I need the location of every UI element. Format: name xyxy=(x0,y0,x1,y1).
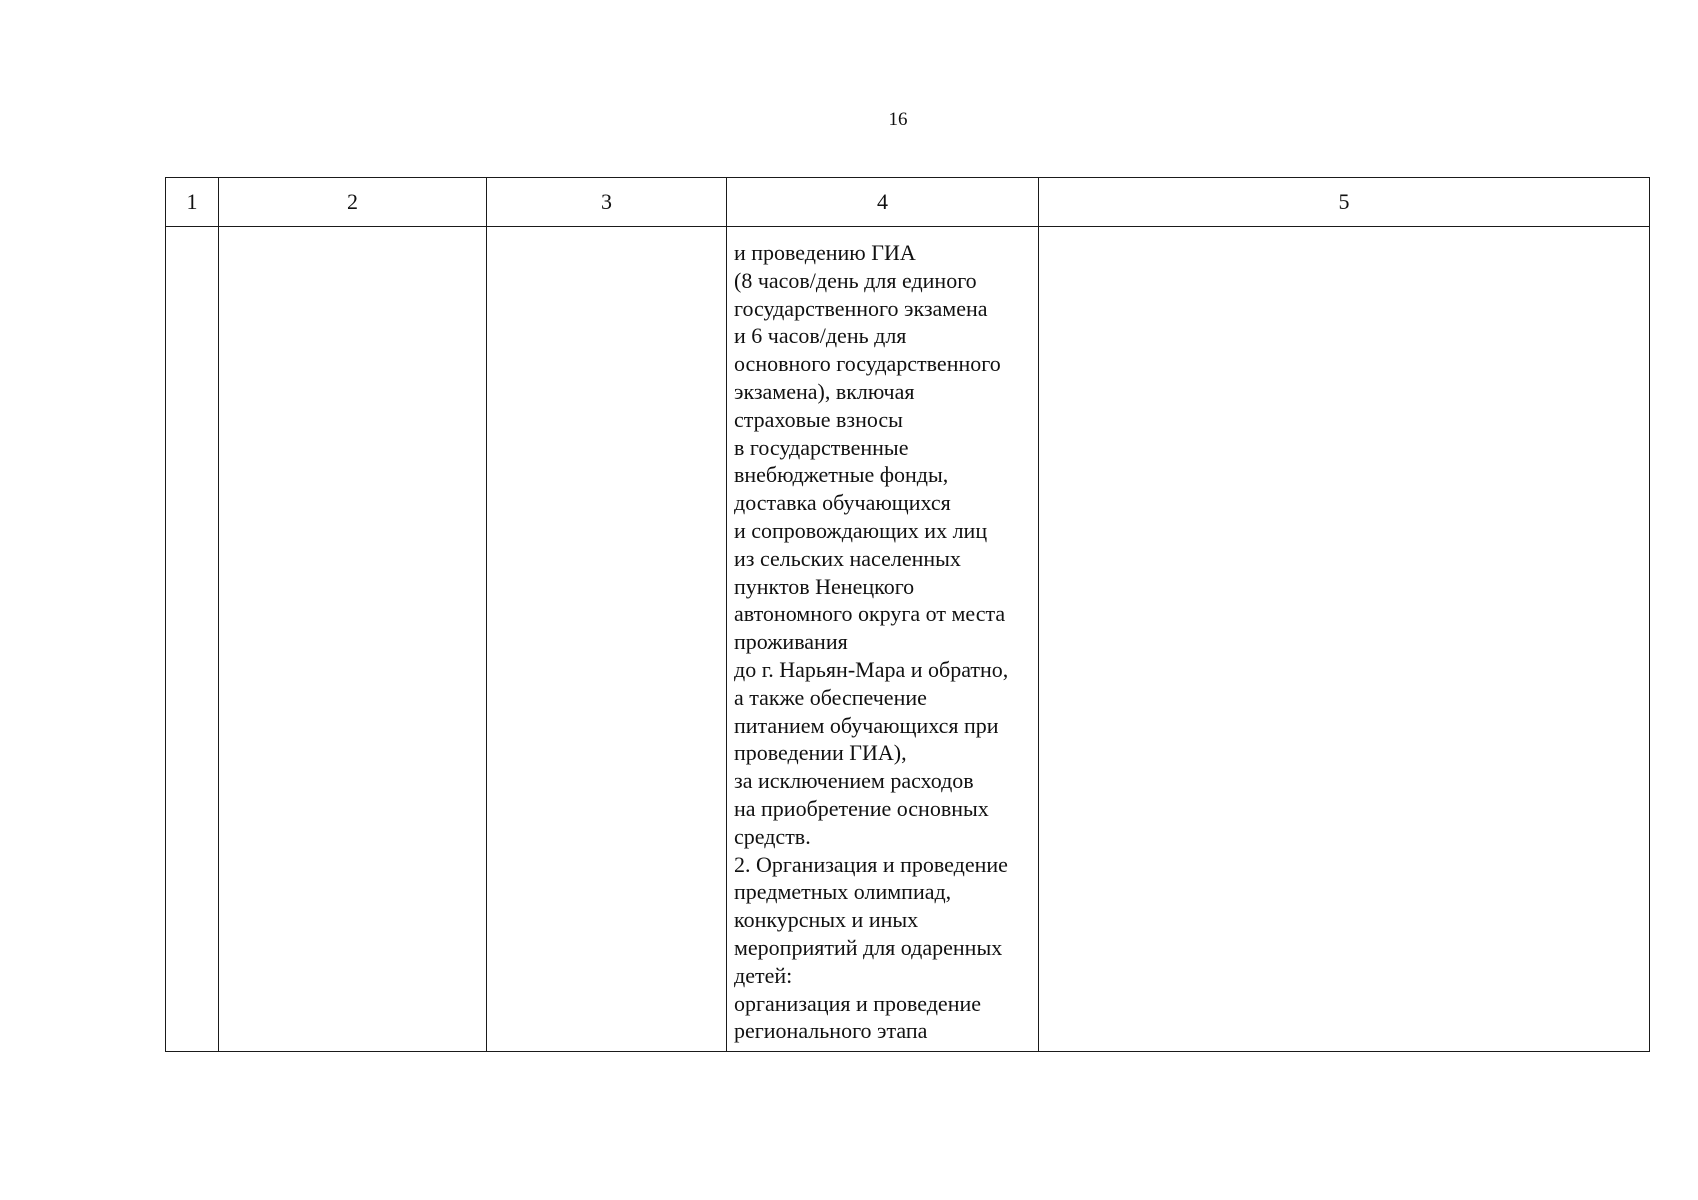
cell-col-5 xyxy=(1039,227,1650,1052)
cell-text-line: 2. Организация и проведение xyxy=(734,851,1008,877)
cell-text-line: питанием обучающихся при xyxy=(734,712,999,738)
cell-col-2 xyxy=(219,227,487,1052)
cell-text-line: и 6 часов/день для xyxy=(734,323,907,349)
cell-text-line: детей: xyxy=(734,962,793,988)
page-number: 16 xyxy=(888,109,908,130)
table-row xyxy=(166,227,1650,1052)
cell-text-line: страховые взносы xyxy=(734,406,903,432)
cell-text-line: автономного округа от места xyxy=(734,601,1006,627)
cell-text-line: доставка обучающихся xyxy=(734,490,951,516)
cell-text-line: регионального этапа xyxy=(734,1018,928,1044)
cell-text-line: пунктов Ненецкого xyxy=(734,573,915,599)
cell-text-line: (8 часов/день для единого xyxy=(734,267,977,293)
cell-text-line: средств. xyxy=(734,823,811,849)
cell-text-line: государственного экзамена xyxy=(734,295,988,321)
cell-col-1 xyxy=(166,227,219,1052)
document-table xyxy=(165,177,1650,1052)
cell-text-line: мероприятий для одаренных xyxy=(734,934,1003,960)
header-cell-col-1: 1 xyxy=(166,178,219,227)
header-cell-col-3: 3 xyxy=(487,178,727,227)
cell-col-4-text xyxy=(727,227,1038,1045)
cell-text-line: организация и проведение xyxy=(734,990,982,1016)
cell-text-line: проживания xyxy=(734,629,848,655)
cell-text-line: на приобретение основных xyxy=(734,795,989,821)
header-cell-col-5: 5 xyxy=(1039,178,1650,227)
cell-text-line: конкурсных и иных xyxy=(734,907,919,933)
header-cell-col-2: 2 xyxy=(219,178,487,227)
table-header-row xyxy=(166,178,1650,227)
cell-text-line: проведении ГИА), xyxy=(734,740,907,766)
cell-text-line: предметных олимпиад, xyxy=(734,879,952,905)
cell-text-line: основного государственного xyxy=(734,351,1001,377)
header-cell-col-4: 4 xyxy=(727,178,1039,227)
cell-text-line: а также обеспечение xyxy=(734,684,927,710)
cell-text-line: и проведению ГИА xyxy=(734,240,916,265)
cell-text-line: внебюджетные фонды, xyxy=(734,462,949,488)
cell-col-4 xyxy=(727,227,1039,1052)
cell-text-line: из сельских населенных xyxy=(734,545,961,571)
cell-text-line: в государственные xyxy=(734,434,909,460)
cell-text-line: и сопровождающих их лиц xyxy=(734,517,988,543)
cell-col-3 xyxy=(487,227,727,1052)
cell-text-line: до г. Нарьян-Мара и обратно, xyxy=(734,656,1009,682)
cell-text-line: за исключением расходов xyxy=(734,768,974,794)
cell-text-line: экзамена), включая xyxy=(734,378,915,404)
